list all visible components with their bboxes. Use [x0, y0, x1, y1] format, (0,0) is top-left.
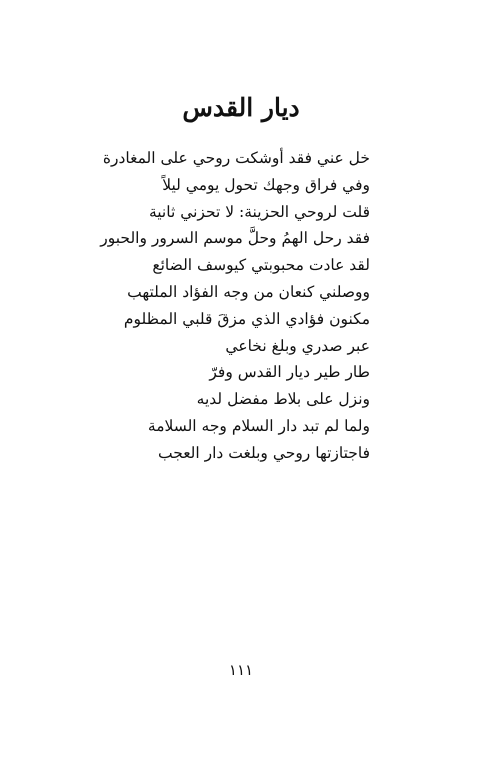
- verse-line: ووصلني كنعان من وجه الفؤاد الملتهب: [127, 282, 370, 301]
- verse-line: عبر صدري وبلغ نخاعي: [225, 336, 370, 355]
- verse-line: ونزل على بلاط مفضل لديه: [196, 390, 370, 409]
- verse-line: فاجتازتها روحي وبلغت دار العجب: [157, 443, 370, 462]
- verse-line: طار طير ديار القدس وفرّ: [209, 363, 370, 382]
- verse-line: مكنون فؤادي الذي مزقَ قلبي المظلوم: [123, 309, 370, 328]
- verse-line: ولما لم تبد دار السلام وجه السلامة: [147, 416, 370, 435]
- verse-line: قلت لروحي الحزينة: لا تحزني ثانية: [148, 202, 370, 221]
- verse-line: لقد عادت محبوبتي كيوسف الضائع: [152, 256, 370, 275]
- poem-verses: [100, 145, 370, 467]
- page-number: ١١١: [228, 661, 254, 679]
- verse-line: خل عني فقد أوشكت روحي على المغادرة: [102, 149, 370, 167]
- poem-title: ديار القدس: [182, 93, 300, 122]
- verse-line: وفي فراق وجهك تحول يومي ليلاً: [162, 175, 370, 194]
- verse-line: فقد رحل الهمُ وحلَّ موسم السرور والحبور: [100, 229, 370, 248]
